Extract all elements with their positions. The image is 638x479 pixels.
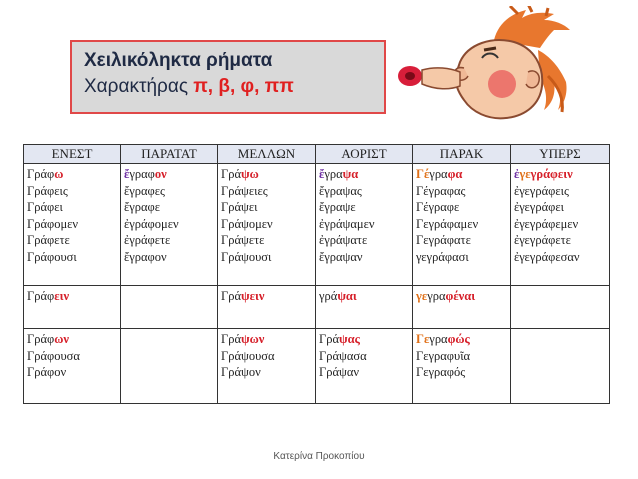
cell-aorist-indicative	[316, 164, 413, 286]
verb-form: Γράψουσα	[221, 348, 275, 363]
verb-form	[221, 331, 312, 348]
verb-ending: ψας	[339, 332, 360, 346]
cell-parak-indicative	[413, 164, 511, 286]
verb-form: Γράψαν	[319, 365, 360, 379]
verb-ending: ψω	[241, 167, 259, 181]
verb-form: Γράφομεν	[27, 216, 79, 231]
verb-form: Γράψουσι	[221, 249, 272, 264]
verb-ending: φώς	[447, 332, 470, 346]
verb-ending: φέναι	[445, 289, 476, 303]
verb-augment: ἐ	[514, 167, 520, 181]
title-line1: Χειλικόληκτα ρήματα	[84, 50, 273, 71]
verb-form: ἐγεγράφει	[514, 200, 564, 214]
cell-enest-infinitive	[24, 286, 121, 329]
verb-stem: γρα	[427, 289, 446, 303]
verb-ending: ω	[54, 167, 64, 181]
verb-form: Γράφετε	[27, 233, 70, 247]
footer-author: Κατερίνα Προκοπίου	[273, 451, 365, 462]
verb-form: Γράφουσι	[27, 249, 77, 264]
verb-reduplication: Γέ	[416, 167, 430, 181]
verb-form	[27, 288, 117, 305]
verb-form: Γράψασα	[319, 348, 367, 363]
cell-enest-indicative	[24, 164, 121, 286]
verb-form: ἐγεγράφετε	[514, 233, 571, 247]
cell-mellon-indicative	[218, 164, 316, 286]
verb-stem: γρα	[324, 167, 343, 181]
verb-stem: Γράφ	[27, 167, 55, 181]
cell-ypers-infinitive	[511, 286, 610, 329]
title-box	[70, 40, 386, 114]
verb-form: ἐγεγράφεσαν	[514, 249, 580, 264]
verb-ending: φα	[447, 167, 463, 181]
verb-stem: Γρά	[221, 289, 242, 303]
cell-ypers-participle	[511, 329, 610, 404]
verb-form: Γεγραφός	[416, 365, 466, 379]
verb-stem: γρά	[319, 289, 338, 303]
verb-form: ἔγραφες	[124, 183, 165, 198]
verb-form	[27, 331, 117, 348]
verb-stem: Γρά	[319, 332, 340, 346]
col-header-aorist: ΑΟΡΙΣΤ	[316, 145, 413, 164]
verb-form	[416, 166, 507, 183]
verb-ending: ειν	[54, 289, 70, 303]
verb-form: ἐγεγράφεις	[514, 183, 569, 198]
verb-form: γεγράφασι	[416, 249, 469, 264]
verb-form	[514, 166, 606, 183]
verb-form	[319, 166, 409, 183]
verb-reduplication: γε	[519, 167, 531, 181]
verb-ending: ψα	[342, 167, 359, 181]
verb-form	[221, 166, 312, 183]
table-row-infinitive	[24, 286, 610, 329]
verb-form: ἐγράψαμεν	[319, 216, 375, 231]
verb-form: ἔγραψας	[319, 183, 362, 198]
cell-aorist-infinitive	[316, 286, 413, 329]
verb-ending: ων	[54, 332, 69, 346]
verb-ending: γράφειν	[530, 167, 573, 181]
verb-form	[27, 166, 117, 183]
verb-form: Γράψομεν	[221, 216, 273, 231]
verb-stem: Γρά	[221, 332, 242, 346]
col-header-enest: ΕΝΕΣΤ	[24, 145, 121, 164]
verb-form: ἐγράψατε	[319, 233, 368, 247]
cell-enest-participle	[24, 329, 121, 404]
cell-parak-participle	[413, 329, 511, 404]
verb-form	[319, 331, 409, 348]
verb-stem: Γράφ	[27, 332, 55, 346]
verb-stem: γρα	[429, 167, 448, 181]
verb-form	[221, 288, 312, 305]
verb-stem: Γράφ	[27, 289, 55, 303]
col-header-parak: ΠΑΡΑΚ	[413, 145, 511, 164]
title-line2-accent: π, β, φ, ππ	[193, 76, 294, 97]
cell-parak-infinitive	[413, 286, 511, 329]
verb-form	[416, 288, 507, 305]
verb-form: ἔγραφε	[124, 200, 161, 214]
cell-mellon-participle	[218, 329, 316, 404]
verb-form: Γράφουσα	[27, 348, 80, 363]
cell-paratat-indicative	[121, 164, 218, 286]
verb-form: Γέγραφας	[416, 183, 466, 198]
verb-form: Γεγραφυῖα	[416, 348, 471, 363]
verb-form: Γεγράφατε	[416, 233, 471, 247]
title-line2-prefix: Χαρακτήρας	[84, 76, 194, 97]
verb-ending: ον	[154, 167, 167, 181]
cell-paratat-infinitive	[121, 286, 218, 329]
title-line2	[84, 74, 372, 100]
col-header-mellon: ΜΕΛΛΩΝ	[218, 145, 316, 164]
verb-form: Γεγράφαμεν	[416, 216, 479, 231]
verb-form: Γράφει	[27, 200, 63, 214]
col-header-ypers: ΥΠΕΡΣ	[511, 145, 610, 164]
verb-form: ἐγράφομεν	[124, 216, 179, 231]
verb-augment: ἔ	[319, 167, 325, 181]
table-row-participle	[24, 329, 610, 404]
verb-form: Γράψειες	[221, 183, 268, 198]
verb-ending: ψειν	[241, 289, 265, 303]
cell-ypers-indicative	[511, 164, 610, 286]
verb-form: Γράψον	[221, 365, 261, 379]
verb-reduplication: γε	[416, 289, 428, 303]
verb-augment: ἔ	[124, 167, 130, 181]
table-row-indicative	[24, 164, 610, 286]
verb-form: ἐγεγράφεμεν	[514, 216, 579, 231]
verb-form: ἐγράφετε	[124, 233, 171, 247]
verb-form: ἔγραψαν	[319, 249, 363, 264]
verb-reduplication: Γε	[416, 332, 430, 346]
verb-form: ἔγραφον	[124, 249, 167, 264]
verb-form: Γέγραφε	[416, 200, 460, 214]
table-header-row	[24, 145, 610, 164]
verb-form: Γράψετε	[221, 233, 265, 247]
verb-stem: γραφ	[129, 167, 155, 181]
cartoon-face-whistling-icon	[398, 6, 574, 124]
verb-ending: ψαι	[337, 289, 357, 303]
col-header-paratat: ΠΑΡΑΤΑΤ	[121, 145, 218, 164]
verb-form: ἔγραψε	[319, 200, 356, 214]
verb-ending: ψων	[241, 332, 265, 346]
cell-aorist-participle	[316, 329, 413, 404]
verb-stem: γρα	[429, 332, 448, 346]
verb-form	[124, 166, 214, 183]
cell-paratat-participle	[121, 329, 218, 404]
verb-form	[416, 331, 507, 348]
verb-stem: Γρά	[221, 167, 242, 181]
verb-table	[23, 144, 610, 404]
verb-form: Γράψει	[221, 200, 258, 214]
verb-form	[319, 288, 409, 305]
verb-form: Γράφεις	[27, 183, 68, 198]
verb-form: Γράφον	[27, 365, 67, 379]
cell-mellon-infinitive	[218, 286, 316, 329]
